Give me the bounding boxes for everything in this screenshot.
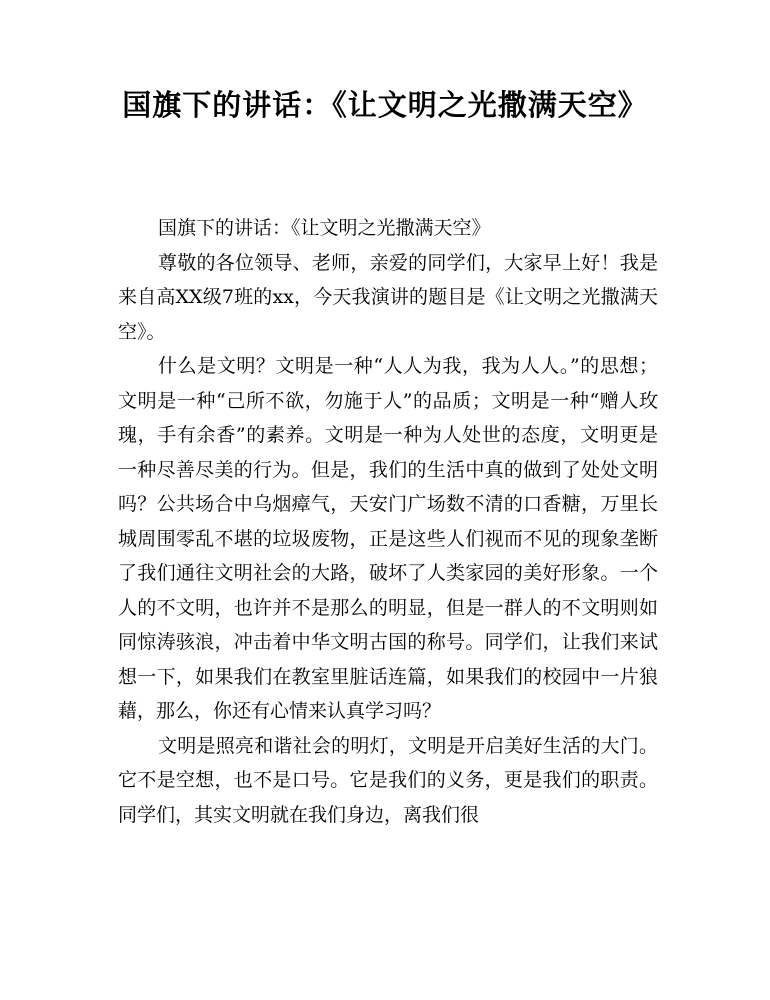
- paragraph-what-is-civilization: 什么是文明？文明是一种“人人为我，我为人人。”的思想；文明是一种“己所不欲，勿施于人”的品质；文明是一种“赠人玫瑰，手有余香”的素养。文明是一种为人处世的态度，文明更是一种尽善尽美的行为。但是，我们的生活中真的做到了处处文明吗？公共场合中乌烟瘴气，天安门广场数不清的口香糖，万里长城周围零乱不堪的垃圾废物，正是这些人们视而不见的现象垄断了我们通往文明社会的大路，破坏了人类家园的美好形象。一个人的不文明，也许并不是那么的明显，但是一群人的不文明则如同惊涛骇浪，冲击着中华文明古国的称号。同学们，让我们来试想一下，如果我们在教室里脏话连篇，如果我们的校园中一片狼藉，那么，你还有心情来认真学习吗？: [118, 355, 658, 722]
- paragraph-civilization-lamp: 文明是照亮和谐社会的明灯，文明是开启美好生活的大门。它不是空想，也不是口号。它是我们的义务，更是我们的职责。同学们，其实文明就在我们身边，离我们很: [118, 734, 658, 826]
- document-title: 国旗下的讲话：《让文明之光撒满天空》: [122, 88, 648, 122]
- document-body: [118, 211, 658, 832]
- paragraph-greeting: 尊敬的各位领导、老师，亲爱的同学们，大家早上好！我是来自高XX级7班的xx，今天我演讲的题目是《让文明之光撒满天空》。: [118, 251, 658, 343]
- paragraph-heading-repeat: 国旗下的讲话：《让文明之光撒满天空》: [158, 217, 491, 239]
